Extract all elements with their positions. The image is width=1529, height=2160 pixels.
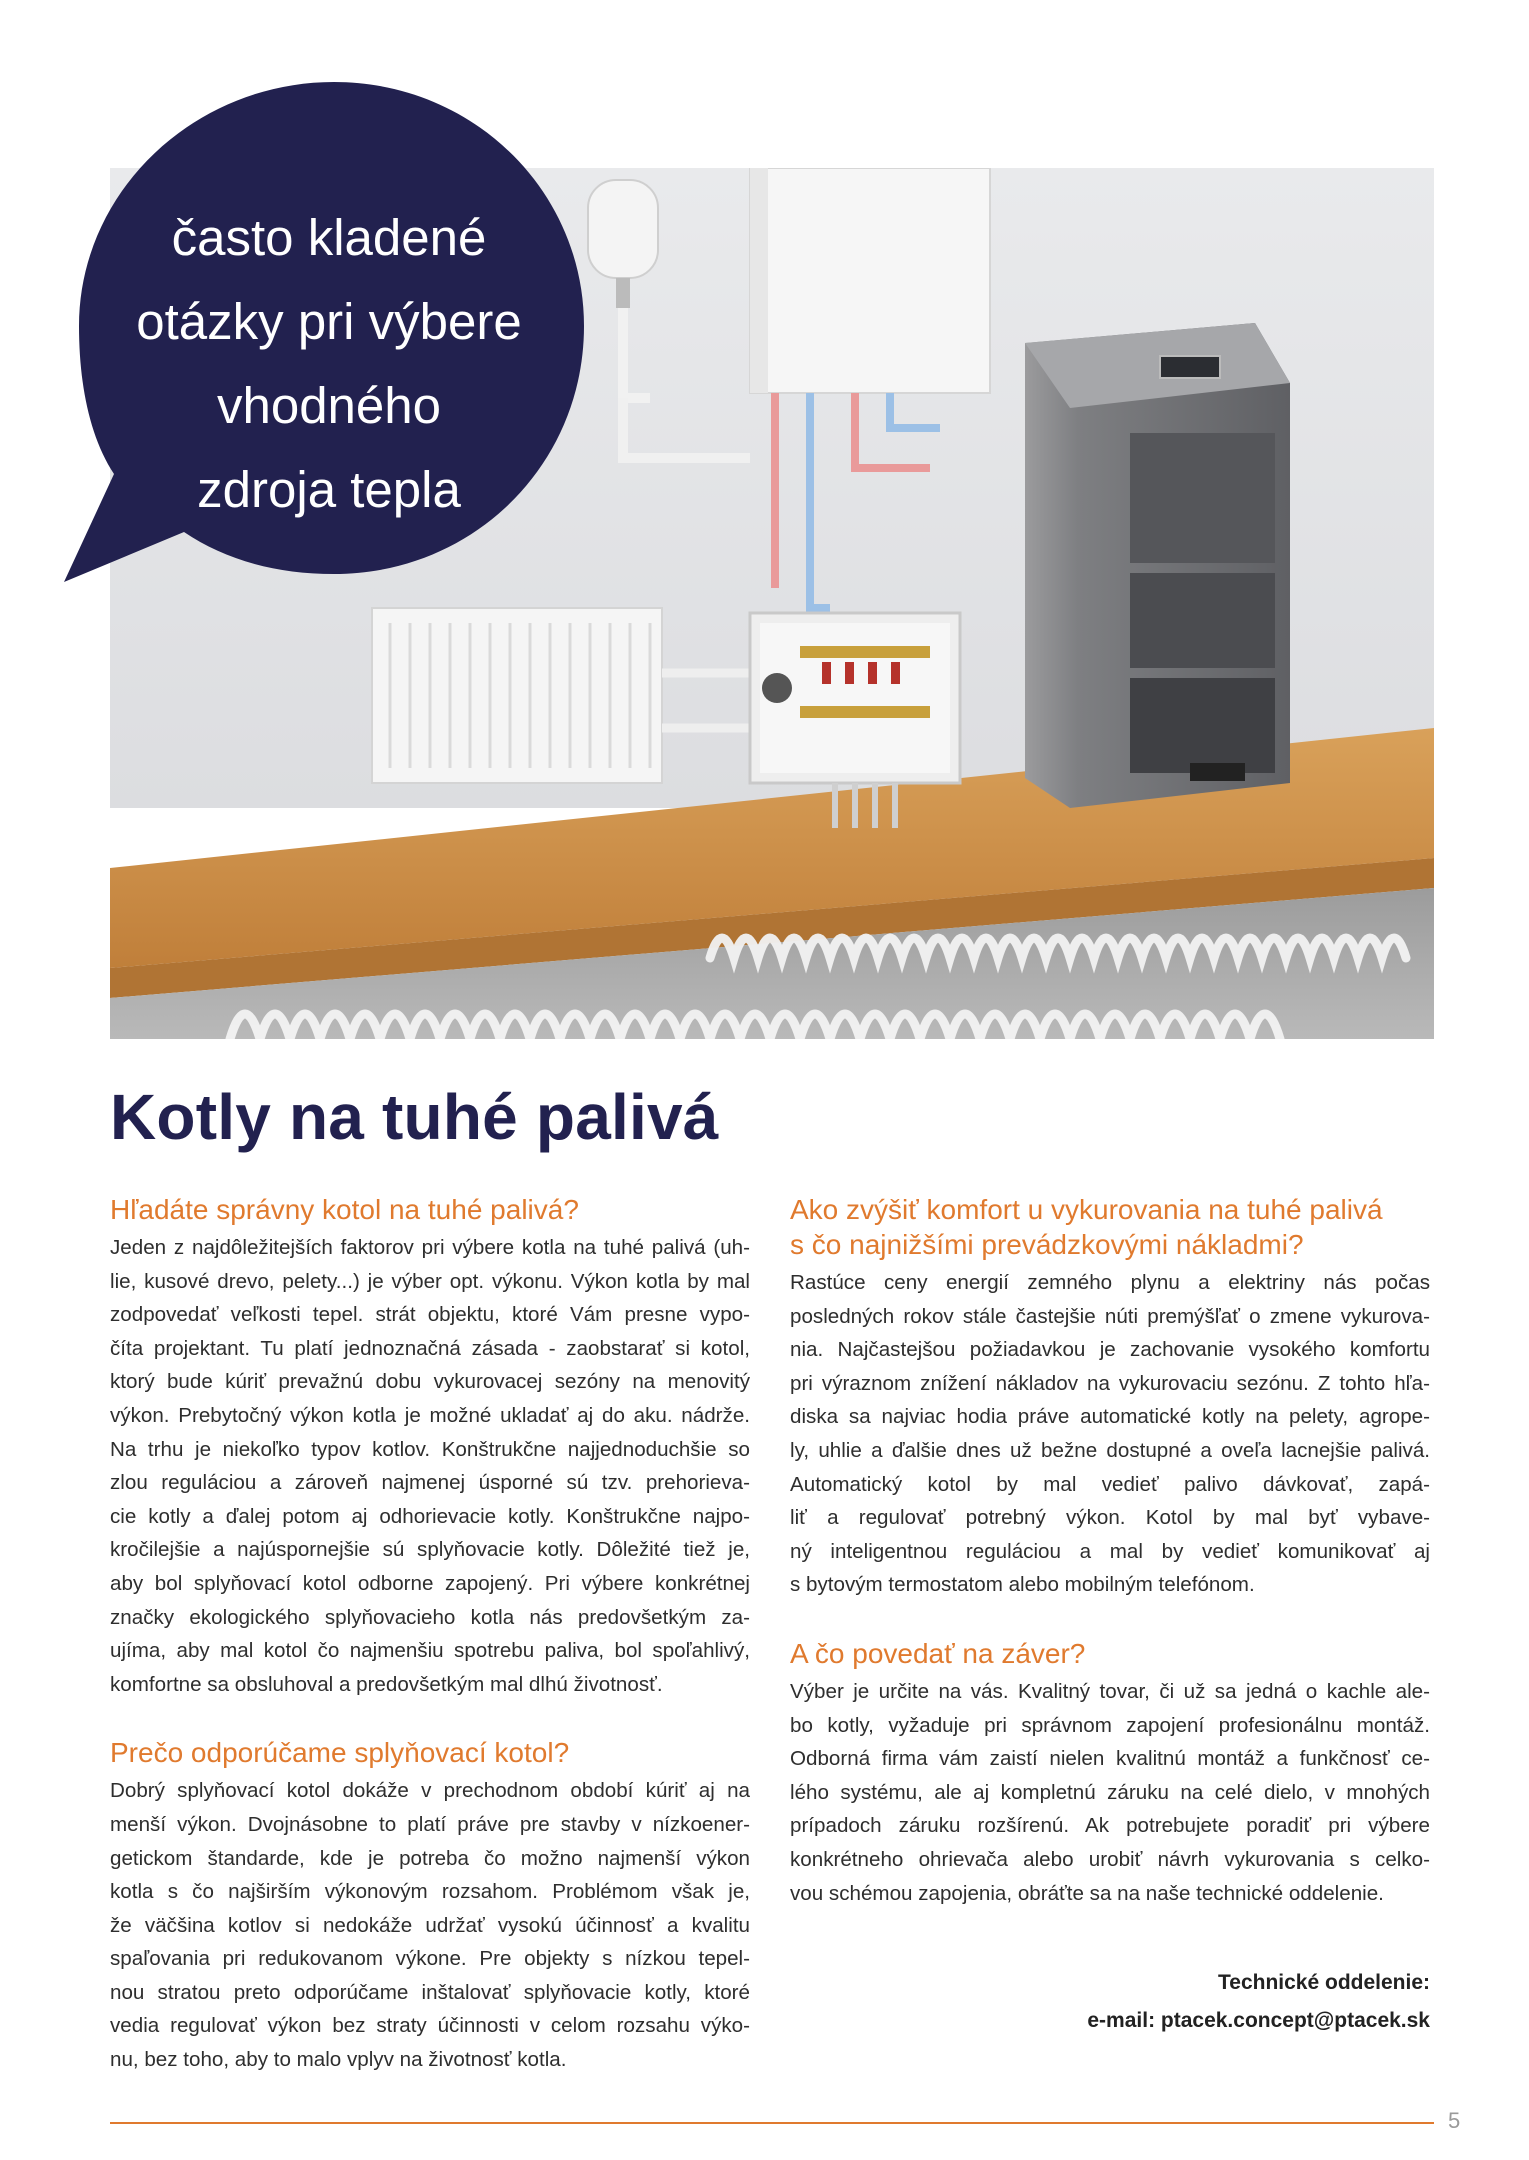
text-line: prípadoch záruku rozšírenú. Ak potrebujete poradiť pri výbere <box>790 1814 1430 1838</box>
text-line: vedia regulovať výkon bez straty účinnosti v celom rozsahu výko- <box>110 2014 750 2038</box>
section-text-choosing-boiler <box>110 1231 750 1701</box>
section-heading-choosing-boiler <box>110 1192 750 1227</box>
faq-speech-bubble <box>44 54 604 594</box>
contact-email[interactable]: e-mail: ptacek.concept@ptacek.sk <box>1087 2009 1430 2033</box>
page-title: Kotly na tuhé palivá <box>110 1081 719 1153</box>
text-line: konkrétneho ohrievača alebo urobiť návrh vykurovania s celko- <box>790 1847 1430 1871</box>
heading-line: Ako zvýšiť komfort u vykurovania na tuhé palivá <box>790 1194 1383 1225</box>
faq-heading-line: otázky pri výbere <box>136 293 522 350</box>
text-line: Rastúce ceny energií zemného plynu a elektriny nás počas <box>790 1271 1430 1294</box>
text-line: výkon. Prebytočný výkon kotla je možné ukladať aj do aku. nádrže. <box>110 1403 750 1427</box>
text-line: kotla s čo najširším výkonovým rozsahom. Problémom však je, <box>110 1880 750 1904</box>
text-line: lie, kusové drevo, pelety...) je výber opt. výkonu. Výkon kotla by mal <box>110 1269 750 1293</box>
faq-heading <box>84 196 574 532</box>
text-line: nou stratou preto odporúčame inštalovať splyňovacie kotly, ktoré <box>110 1980 750 2004</box>
left-column <box>110 1192 750 2077</box>
text-line: kročilejšie a najúspornejšie sú splyňovacie kotly. Dôležité tiež je, <box>110 1538 750 1562</box>
text-line: Výber je určite na vás. Kvalitný tovar, či už sa jedná o kachle ale- <box>790 1679 1430 1703</box>
section-text-conclusion <box>790 1675 1430 1910</box>
text-line: cie kotly a ďalej potom aj odhorievacie kotly. Konštrukčne najpo- <box>110 1504 750 1528</box>
solid-fuel-boiler <box>1025 323 1290 808</box>
text-line: diska sa najviac hodia práve automatické kotly na pelety, agrope- <box>790 1405 1430 1429</box>
text-line: menší výkon. Dvojnásobne to platí práve pre stavby v nízkoener- <box>110 1812 750 1836</box>
text-line: getickom štandarde, kde je potreba čo možno najmenší výkon <box>110 1846 750 1870</box>
text-line: zodpovedať veľkosti tepel. strát objektu, ktoré Vám presne vypo- <box>110 1303 750 1327</box>
text-line: že väčšina kotlov si nedokáže udržať vysokú účinnosť a kvalitu <box>110 1913 750 1937</box>
section-heading-why-gasification <box>110 1735 750 1770</box>
text-line: Dobrý splyňovací kotol dokáže v prechodnom období kúriť aj na <box>110 1779 750 1803</box>
text-line: aby bol splyňovací kotol odborne zapojený. Pri výbere konkrétnej <box>110 1571 750 1595</box>
text-line: nia. Najčastejšou požiadavkou je zachovanie vysokého komfortu <box>790 1338 1430 1362</box>
text-line: Na trhu je niekoľko typov kotlov. Konštrukčne najjednoduchšie so <box>110 1437 750 1461</box>
text-line: vou schémou zapojenia, obráťte sa na naše technické oddelenie. <box>790 1881 1384 1905</box>
text-line: Automatický kotol by mal vedieť palivo dávkovať, zapá- <box>790 1472 1430 1496</box>
faq-heading-line: často kladené <box>171 209 487 266</box>
heading-line: A čo povedať na záver? <box>790 1637 1086 1669</box>
section-heading-conclusion <box>790 1636 1430 1671</box>
text-line: pri výraznom znížení nákladov na vykurovaciu sezónu. Z tohto hľa- <box>790 1371 1430 1395</box>
text-line: lého systému, ale aj kompletnú záruku na celé dielo, v mnohých <box>790 1780 1430 1804</box>
text-line: spaľovania pri redukovanom výkone. Pre objekty s nízkou tepel- <box>110 1947 750 1971</box>
faq-heading-line: vhodného <box>216 377 442 434</box>
text-line: ktorý bude kúriť prevažnú dobu vykurovacej sezóny na menovitý <box>110 1370 750 1394</box>
contact-block <box>790 1964 1430 2040</box>
right-column <box>790 1192 1430 2040</box>
text-line: ný inteligentnou reguláciou a mal by vedieť komunikovať aj <box>790 1539 1430 1563</box>
text-line: značky ekologického splyňovacieho kotla nás predovšetkým za- <box>110 1605 750 1629</box>
contact-label: Technické oddelenie: <box>1218 1971 1430 1995</box>
text-line: Jeden z najdôležitejších faktorov pri výbere kotla na tuhé palivá (uh- <box>110 1236 750 1259</box>
text-line: posledných rokov stále častejšie núti premýšľať o zmene vykurova- <box>790 1304 1430 1328</box>
text-line: bo kotly, vyžaduje pri správnom zapojení profesionálnu montáž. <box>790 1713 1430 1737</box>
text-line: ly, uhlie a ďalšie dnes už bežne dostupné a oveľa lacnejšie palivá. <box>790 1438 1430 1462</box>
footer-divider <box>110 2122 1434 2124</box>
text-line: s bytovým termostatom alebo mobilným telefónom. <box>790 1573 1255 1597</box>
text-line: liť a regulovať potrebný výkon. Kotol by mal byť vybave- <box>790 1506 1430 1530</box>
text-line: číta projektant. Tu platí jednoznačná zásada - zaobstarať si kotol, <box>110 1336 750 1360</box>
section-text-why-gasification <box>110 1774 750 2076</box>
section-text-comfort <box>790 1266 1430 1602</box>
text-line: nu, bez toho, aby to malo vplyv na životnosť kotla. <box>110 2048 567 2072</box>
text-line: Odborná firma vám zaistí nielen kvalitnú montáž a funkčnosť ce- <box>790 1747 1430 1771</box>
heading-line: Hľadáte správny kotol na tuhé palivá? <box>110 1194 579 1225</box>
text-line: ujíma, aby mal kotol čo najmenšiu spotrebu paliva, bol spoľahlivý, <box>110 1639 750 1663</box>
heading-line: Prečo odporúčame splyňovací kotol? <box>110 1737 570 1769</box>
text-line: komfortne sa obsluhoval a predovšetkým mal dlhú životnosť. <box>110 1672 663 1696</box>
section-heading-comfort <box>790 1192 1430 1262</box>
page-number: 5 <box>1448 2108 1461 2133</box>
text-line: zlou reguláciou a zároveň najmenej úsporné sú tzv. prehorieva- <box>110 1471 750 1495</box>
heading-line: s čo najnižšími prevádzkovými nákladmi? <box>790 1229 1304 1260</box>
faq-heading-line: zdroja tepla <box>197 461 461 518</box>
